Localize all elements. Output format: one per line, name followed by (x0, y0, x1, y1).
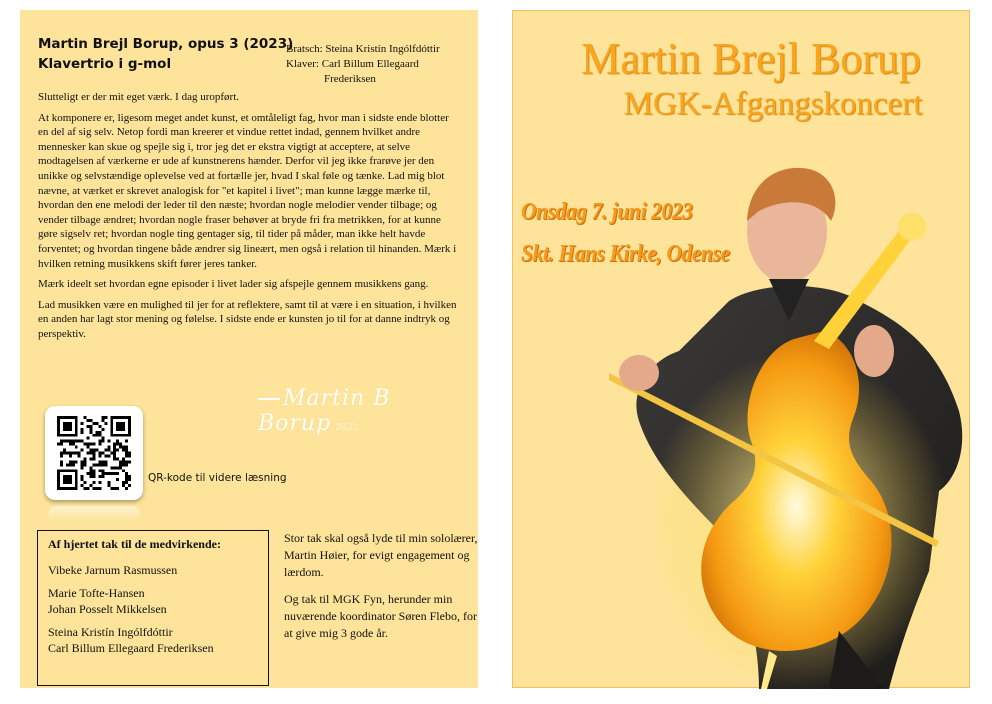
cover-performer-name: Martin Brejl Borup (581, 34, 921, 83)
performer-piano-cont: Frederiksen (324, 73, 376, 85)
thanks-name-group (48, 625, 258, 656)
thanks-name: Johan Posselt Mikkelsen (48, 601, 167, 616)
qr-caption: QR-kode til videre læsning (148, 472, 287, 484)
cover-concert-venue: Skt. Hans Kirke, Odense (521, 241, 730, 267)
performer-viola: Bratsch: Steina Kristín Ingólfdóttir (286, 43, 440, 55)
note-paragraph: Mærk ideelt set hvordan egne episoder i livet lader sig afspejle gennem musikkens gang. (38, 278, 429, 291)
thanks-name: Steina Kristín Ingólfdóttir (48, 625, 173, 639)
program-note (38, 90, 458, 348)
cellist-photo-icon (609, 151, 971, 689)
thanks-box (37, 530, 269, 686)
qr-reflection (48, 506, 140, 522)
cover-concert-date: Onsdag 7. juni 2023 (521, 199, 693, 225)
piece-title-line1: Martin Brejl Borup, opus 3 (2023) (38, 36, 294, 52)
piece-title (38, 34, 293, 74)
note-paragraph: Lad musikken være en mulighed til jer for at reflektere, samt til at være i en situation, i hvilken en anden har lagt stor mening og følelse. I sidste ende er kunsten jo til for at danne indtryk og perspektiv. (38, 298, 457, 340)
thanks-name: Vibeke Jarnum Rasmussen (48, 562, 178, 577)
signature-flourish (258, 398, 280, 400)
thanks-name: Carl Billum Ellegaard Frederiksen (48, 640, 214, 655)
qr-code[interactable] (45, 406, 143, 500)
thanks-name: Marie Tofte-Hansen (48, 586, 145, 600)
piece-title-line2: Klavertrio i g-mol (38, 56, 172, 72)
thanks-heading: Af hjertet tak til de medvirkende: (48, 537, 221, 551)
performers-list (286, 42, 476, 87)
signature-year: 2023 (335, 423, 359, 433)
note-paragraph: Slutteligt er der mit eget værk. I dag uropført. (38, 91, 240, 103)
program-cover-page (512, 10, 970, 688)
program-left-page (20, 10, 478, 688)
thanks-name-group (48, 586, 258, 617)
qr-code-icon (57, 416, 131, 490)
additional-thanks (284, 530, 480, 652)
performer-piano: Klaver: Carl Billum Ellegaard (286, 58, 419, 70)
thanks-name-group (48, 563, 258, 579)
signature-text: Martin B Borup (258, 386, 391, 436)
cover-concert-title: MGK-Afgangskoncert (623, 86, 923, 122)
thanks-paragraph: Og tak til MGK Fyn, herunder min nuværende koordinator Søren Flebo, for at give mig 3 gode år. (284, 592, 477, 640)
note-paragraph: At komponere er, ligesom meget andet kunst, et omtåleligt fag, hvor man i sidste ende blotter en del af sig selv. Netop fordi man kreerer et vindue rettet indad, gennem hvilket andre mennesker kan skue og spejle sig i, tror jeg det er ekstra vigtigt at acceptere, at selve modtagelsen af værkerne er ude af kunstnerens hænder. Derfor vil jeg ikke frarøve jer den unikke og selvstændige oplevelse ved at fortælle jer, hvad I skal føle og tænke. Lad mig blot nævne, at værket er skrevet analogisk for "et kapitel i livet"; man kunne lægge mærke til, hvordan den ene melodi der leder til den næste; hvordan nogle melodier vender tilbage; og vender tilbage ændret; hvordan nogle fraser behøver at bryde fri fra metrikken, for at kunne gøre sigselv ret; hvordan nogle ting gentager sig, til tider på måder, man ikke helt havde forventet; og hvordan tingene både ændrer sig lineært, men også i relation til hinanden. Mærk i hvilken retning musikkens skift fører jeres tanker. (38, 111, 457, 270)
thanks-paragraph: Stor tak skal også lyde til min sololærer, Martin Høier, for evigt engagement og lærdom. (284, 531, 478, 579)
composer-signature (258, 386, 478, 436)
